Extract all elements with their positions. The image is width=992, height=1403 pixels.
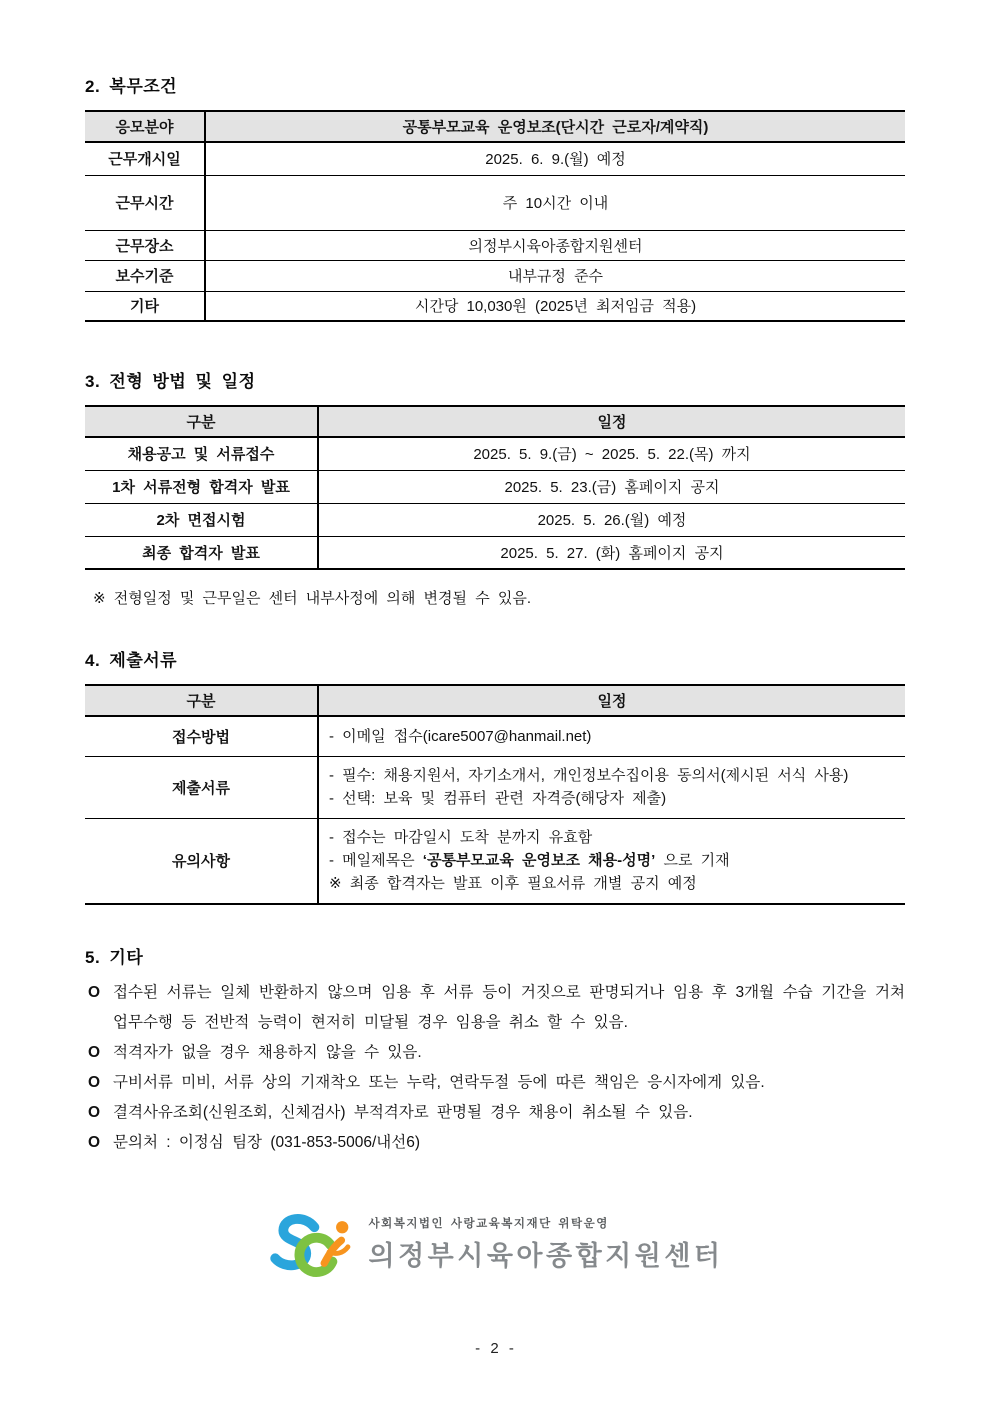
list-item <box>85 1098 905 1128</box>
row-value: 의정부시육아종합지원센터 <box>205 230 905 260</box>
bullet-marker: O <box>88 1134 101 1151</box>
table-row <box>85 756 905 818</box>
section4-title: 4. 제출서류 <box>85 651 178 670</box>
page-number: - 2 - <box>475 1340 517 1357</box>
section5-title: 5. 기타 <box>85 948 144 967</box>
table-header-schedule: 일정 <box>318 685 905 716</box>
list-item-text: 접수된 서류는 일체 반환하지 않으며 임용 후 서류 등이 거짓으로 판명되거나 임용 후 3개월 수습 기간을 거쳐 업무수행 등 전반적 능력이 현저히 미달될 경우 임용을 취소 할 수 있음. <box>113 984 905 1031</box>
row-label: 접수방법 <box>85 716 318 756</box>
section2-title: 2. 복무조건 <box>85 77 178 96</box>
document-content <box>85 0 905 1280</box>
logo-mark <box>267 1208 361 1280</box>
logo-center-name: 의정부시육아종합지원센터 <box>368 1241 724 1271</box>
table-header-row <box>85 685 905 716</box>
submission-documents-table <box>85 684 905 905</box>
selection-schedule-table <box>85 405 905 570</box>
row-value: 내부규정 준수 <box>205 260 905 291</box>
row-value <box>318 818 905 904</box>
table-header-schedule: 일정 <box>318 406 905 437</box>
row-label: 근무개시일 <box>85 142 205 175</box>
mail-subject-suffix: 으로 기재 <box>655 852 730 870</box>
work-conditions-table <box>85 110 905 322</box>
section3-title: 3. 전형 방법 및 일정 <box>85 372 256 391</box>
row-value: 2025. 5. 9.(금) ~ 2025. 5. 22.(목) 까지 <box>318 437 905 470</box>
bullet-marker: O <box>88 984 101 1001</box>
row-value: 2025. 5. 26.(월) 예정 <box>318 503 905 536</box>
table-header-category: 구분 <box>85 685 318 716</box>
row-value <box>318 716 905 756</box>
row-label: 유의사항 <box>85 818 318 904</box>
cell-line: - 이메일 접수(icare5007@hanmail.net) <box>329 727 592 745</box>
list-item <box>85 1038 905 1068</box>
center-logo <box>267 1208 724 1280</box>
cell-line: - 필수: 채용지원서, 자기소개서, 개인정보수집이용 동의서(제시된 서식 사용) <box>329 767 849 784</box>
row-value: 주 10시간 이내 <box>205 175 905 230</box>
table-header-category: 응모분야 <box>85 111 205 142</box>
table-row <box>85 291 905 321</box>
table-row <box>85 470 905 503</box>
list-item <box>85 1068 905 1098</box>
cell-line: ※ 최종 합격자는 발표 이후 필요서류 개별 공지 예정 <box>329 875 697 893</box>
mail-subject-bold: ‘공통부모교육 운영보조 채용-성명’ <box>422 852 656 870</box>
row-label: 최종 합격자 발표 <box>85 536 318 569</box>
logo-text-block <box>369 1215 724 1273</box>
cell-line <box>329 849 895 872</box>
table-row <box>85 818 905 904</box>
bullet-marker: O <box>88 1074 101 1091</box>
table-row <box>85 536 905 569</box>
logo-person-head <box>336 1221 348 1233</box>
bullet-marker: O <box>88 1104 101 1121</box>
row-label: 보수기준 <box>85 260 205 291</box>
footer-logo-area <box>85 1208 905 1280</box>
table-header-value: 공통부모교육 운영보조(단시간 근로자/계약직) <box>205 111 905 142</box>
bullet-marker: O <box>88 1044 101 1061</box>
row-label: 채용공고 및 서류접수 <box>85 437 318 470</box>
table-header-category: 구분 <box>85 406 318 437</box>
logo-tagline: 사회복지법인 사랑교육복지재단 위탁운영 <box>368 1218 609 1230</box>
schedule-change-note: ※ 전형일정 및 근무일은 센터 내부사정에 의해 변경될 수 있음. <box>93 590 532 607</box>
row-label: 1차 서류전형 합격자 발표 <box>85 470 318 503</box>
row-value: 2025. 5. 23.(금) 홈페이지 공지 <box>318 470 905 503</box>
list-item-text: 문의처 : 이정심 팀장 (031-853-5006/내선6) <box>113 1134 421 1151</box>
cell-line: - 접수는 마감일시 도착 분까지 유효함 <box>329 829 593 847</box>
row-label: 근무장소 <box>85 230 205 260</box>
table-row <box>85 142 905 175</box>
list-item <box>85 978 905 1038</box>
row-label: 근무시간 <box>85 175 205 230</box>
cell-line: - 선택: 보육 및 컴퓨터 관련 자격증(해당자 제출) <box>329 790 667 807</box>
row-value <box>318 756 905 818</box>
table-row <box>85 437 905 470</box>
row-value: 시간당 10,030원 (2025년 최저임금 적용) <box>205 291 905 321</box>
table-row <box>85 260 905 291</box>
table-header-row <box>85 111 905 142</box>
table-row <box>85 503 905 536</box>
table-row <box>85 716 905 756</box>
row-value: 2025. 6. 9.(월) 예정 <box>205 142 905 175</box>
list-item-text: 적격자가 없을 경우 채용하지 않을 수 있음. <box>113 1044 422 1061</box>
row-label: 기타 <box>85 291 205 321</box>
table-row <box>85 230 905 260</box>
list-item-text: 구비서류 미비, 서류 상의 기재착오 또는 누락, 연락두절 등에 따른 책임은 응시자에게 있음. <box>113 1074 765 1091</box>
table-row <box>85 175 905 230</box>
misc-list <box>85 978 905 1158</box>
row-value: 2025. 5. 27. (화) 홈페이지 공지 <box>318 536 905 569</box>
row-label: 제출서류 <box>85 756 318 818</box>
row-label: 2차 면접시험 <box>85 503 318 536</box>
list-item <box>85 1128 905 1158</box>
list-item-text: 결격사유조회(신원조회, 신체검사) 부적격자로 판명될 경우 채용이 취소될 수 있음. <box>113 1104 693 1121</box>
table-header-row <box>85 406 905 437</box>
mail-subject-prefix: - 메일제목은 <box>329 852 423 870</box>
